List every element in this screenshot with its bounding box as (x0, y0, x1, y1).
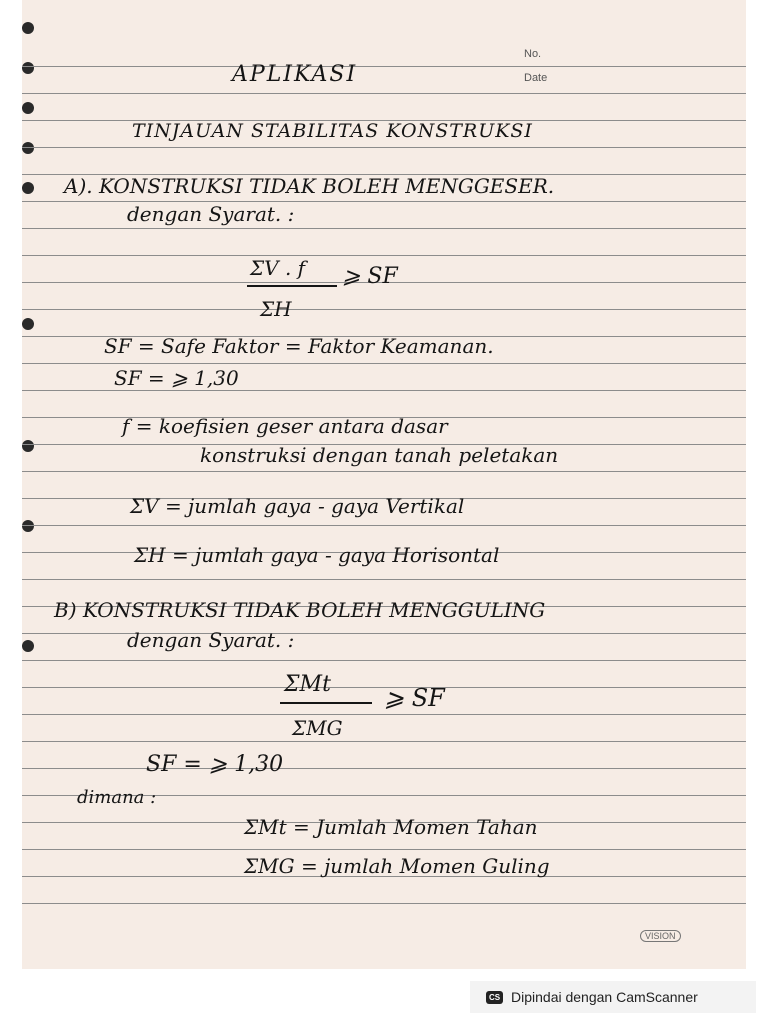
fraction-bar (280, 702, 372, 704)
binder-hole-icon (22, 62, 34, 74)
notebook-page (22, 0, 746, 969)
formula-a-relation: ⩾ SF (342, 264, 398, 289)
binder-hole-icon (22, 318, 34, 330)
sf-value-b: SF = ⩾ 1,30 (146, 752, 284, 777)
mt-definition: ΣMt = Jumlah Momen Tahan (244, 815, 538, 839)
scanner-watermark (470, 981, 756, 1013)
binder-hole-icon (22, 640, 34, 652)
formula-a-numerator: ΣV . f (250, 256, 306, 280)
page-title: APLIKASI (232, 62, 358, 87)
binder-hole-icon (22, 102, 34, 114)
f-definition-2: konstruksi dengan tanah peletakan (200, 443, 559, 467)
sf-value-a: SF = ⩾ 1,30 (114, 366, 239, 390)
section-a-condition: dengan Syarat. : (127, 202, 295, 226)
camscanner-logo-icon: CS (486, 991, 503, 1004)
binder-hole-icon (22, 520, 34, 532)
binder-hole-icon (22, 22, 34, 34)
formula-b-denominator: ΣMG (292, 716, 343, 740)
sv-definition: ΣV = jumlah gaya - gaya Vertikal (130, 494, 465, 518)
section-b-heading: B) KONSTRUKSI TIDAK BOLEH MENGGULING (54, 598, 546, 622)
section-b-condition: dengan Syarat. : (127, 628, 295, 652)
formula-a-denominator: ΣH (260, 297, 292, 321)
formula-b-relation: ⩾ SF (384, 684, 445, 712)
formula-b-numerator: ΣMt (284, 672, 331, 697)
mg-definition: ΣMG = jumlah Momen Guling (244, 854, 550, 878)
dimana-label: dimana : (77, 787, 157, 808)
f-definition-1: f = koefisien geser antara dasar (122, 414, 448, 438)
date-label: Date (524, 72, 548, 84)
subtitle: TINJAUAN STABILITAS KONSTRUKSI (132, 120, 533, 142)
brand-logo: VISION (640, 930, 681, 942)
section-a-heading: A). KONSTRUKSI TIDAK BOLEH MENGGESER. (64, 174, 555, 198)
no-label: No. (524, 48, 542, 60)
sf-definition: SF = Safe Faktor = Faktor Keamanan. (104, 334, 494, 358)
binder-hole-icon (22, 440, 34, 452)
fraction-bar (247, 285, 337, 287)
watermark-text: Dipindai dengan CamScanner (511, 989, 698, 1005)
sh-definition: ΣH = jumlah gaya - gaya Horisontal (134, 543, 500, 567)
binder-hole-icon (22, 182, 34, 194)
binder-hole-icon (22, 142, 34, 154)
